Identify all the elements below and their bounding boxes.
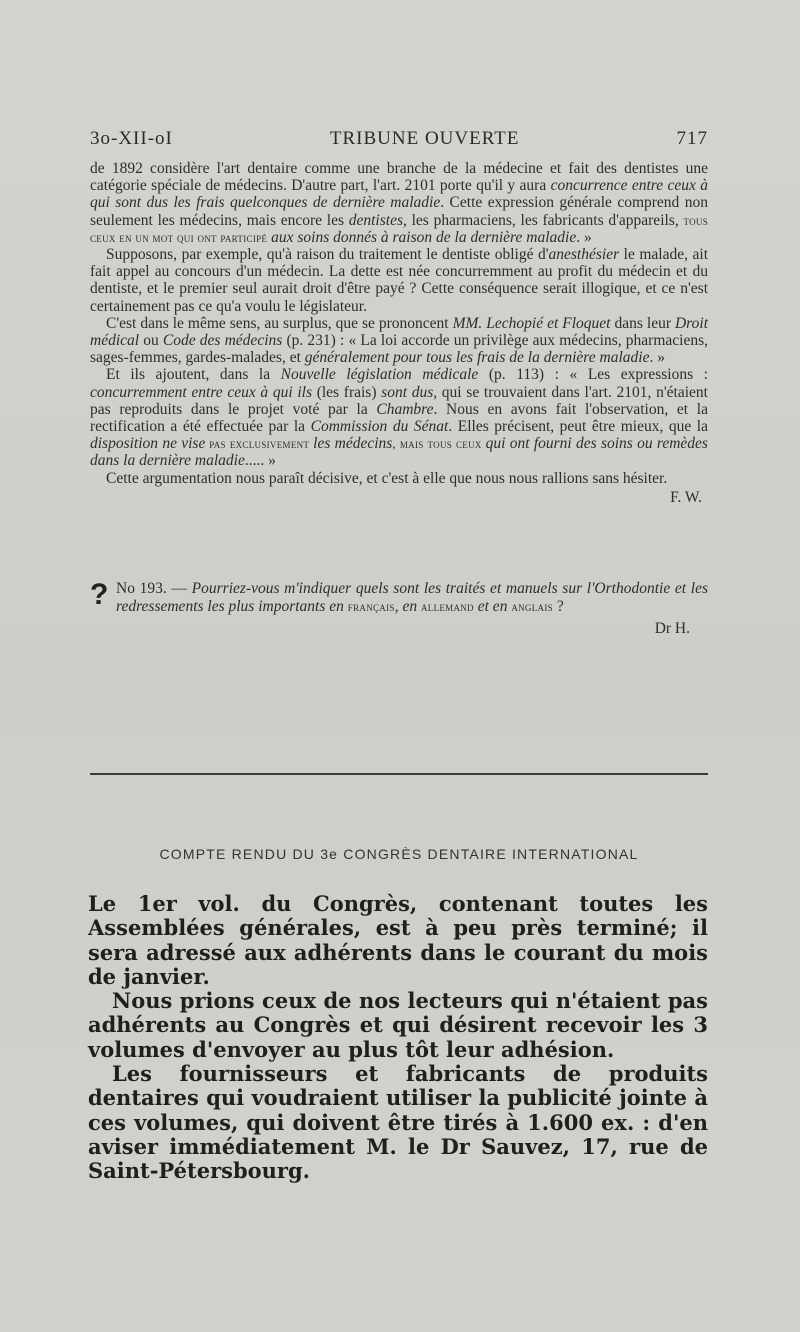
text-run: . Nous en avons fait l'observation, et la rectification a été effectuée par la [90,400,708,436]
paragraph-1 [90,160,708,246]
text-run: (p. 231) : « La loi accorde un privilège aux médecins, pharmaciens, sages-femmes, gardes-malades, et [90,332,708,367]
italic-run: aux soins donnés à raison de la dernière maladie [271,228,577,246]
italic-run: concurrence entre ceux à qui sont dus les frais quelconques de dernière maladie [90,177,708,212]
italic-run: dentistes [348,211,403,229]
italic-run: sont dus [381,383,434,401]
text-run: . » [649,349,665,367]
text-run: , les pharmaciens, les fabricants d'appareils, [403,211,684,229]
text-run: , qui se trouvaient dans l'art. 2101, n'étaient pas reproduits dans le projet voté par la [90,383,708,418]
italic-run: Commission du Sénat [310,418,449,436]
text-run: de 1892 considère l'art dentaire comme une branche de la médecine et fait des dentistes une catégorie spéciale de médecins. D'autre part, l'art. 2101 porte qu'il y aura [90,160,708,195]
question-number: No 193. — [116,580,192,597]
italic-run: , en [394,598,421,615]
notice-paragraph-3: Les fournisseurs et fabricants de produits dentaires qui voudraient utiliser la publicité jointe à ces volumes, qui doivent être tirés à 1.600 ex. : d'en aviser immédiatement M. le Dr Sauvez, 17, rue de Saint-Pétersbourg. [88,1061,708,1184]
text-run: . Cette expression générale comprend non seulement les médecins, mais encore les [90,194,708,229]
page-number: 717 [676,128,708,149]
smallcaps-run: français [347,599,395,614]
smallcaps-run: tous ceux en un mot qui ont participé [90,212,709,245]
italic-run: Pourriez-vous m'indiquer quels sont les traités et manuels sur l'Orthodontie et les redressements les plus importants en [116,580,708,615]
text-run: . Elles précisent, peut être mieux, que la [448,418,708,436]
question-author: Dr H. [654,620,690,637]
paragraph-2 [90,246,708,315]
text-run: Et ils ajoutent, dans la [106,366,281,384]
article-signature: F. W. [670,488,702,506]
text-run: le malade, ait fait appel au concours d'un médecin. La dette est née concurremment au profit du médecin et du dentiste, et le premier seul aurait droit d'être payé ? Cette conséquence serait illogique, et ce n'est certainement pas ce qu'a voulu le législateur. [90,246,708,315]
smallcaps-run: , mais tous ceux [392,436,486,452]
italic-run: Code des médecins [162,332,283,350]
paragraph-5: Cette argumentation nous paraît décisive, et c'est à elle que nous nous rallions sans hésiter. [106,469,668,487]
text-run: (les frais) [312,383,382,401]
section-divider [90,773,708,775]
italic-run: anesthésier [548,246,620,264]
text-run: C'est dans le même sens, au surplus, que se prononcent [106,314,453,332]
congress-notice [88,892,708,1184]
reader-question [90,580,708,638]
italic-run: Chambre [376,400,434,418]
italic-run: qui ont fourni des soins ou remèdes dans la dernière maladie [90,435,708,470]
italic-run: MM. Lechopié et Floquet [452,314,611,332]
smallcaps-run: pas exclusivement [205,436,314,452]
italic-run: disposition ne vise [90,435,206,453]
italic-run: Droit médical [90,314,708,350]
smallcaps-run: allemand [420,599,474,614]
text-run: ou [139,332,163,350]
italic-run: et en [473,598,512,615]
question-mark-icon: ? [90,578,109,611]
text-run: Supposons, par exemple, qu'à raison du traitement le dentiste obligé d' [106,246,549,264]
notice-paragraph-2: Nous prions ceux de nos lecteurs qui n'étaient pas adhérents au Congrès et qui désirent recevoir les 3 volumes d'envoyer au plus tôt leur adhésion. [88,988,708,1062]
italic-run: généralement pour tous les frais de la dernière maladie [304,349,650,367]
italic-run: concurremment entre ceux à qui ils [90,383,313,401]
question-text [116,580,708,616]
notice-heading: COMPTE RENDU DU 3e CONGRÈS DENTAIRE INTERNATIONAL [159,846,639,862]
smallcaps-run: anglais [511,599,553,614]
running-header [90,128,708,150]
text-run: (p. 113) : « Les expressions : [478,366,708,384]
paragraph-3 [90,315,708,367]
italic-run: les médecins [313,435,393,453]
header-section-title: TRIBUNE OUVERTE [329,128,520,149]
italic-run: Nouvelle législation médicale [280,366,479,384]
paragraph-4 [90,366,708,469]
text-run: . » [576,228,592,246]
text-run: dans leur [610,314,675,332]
article-body [90,160,708,506]
header-date: 3o-XII-oI [90,128,173,149]
notice-paragraph-1: Le 1er vol. du Congrès, contenant toutes les Assemblées générales, est à peu près terminé; il sera adressé aux adhérents dans le courant du mois de janvier. [88,891,708,989]
text-run: ..... » [244,452,276,470]
text-run: ? [552,598,564,615]
